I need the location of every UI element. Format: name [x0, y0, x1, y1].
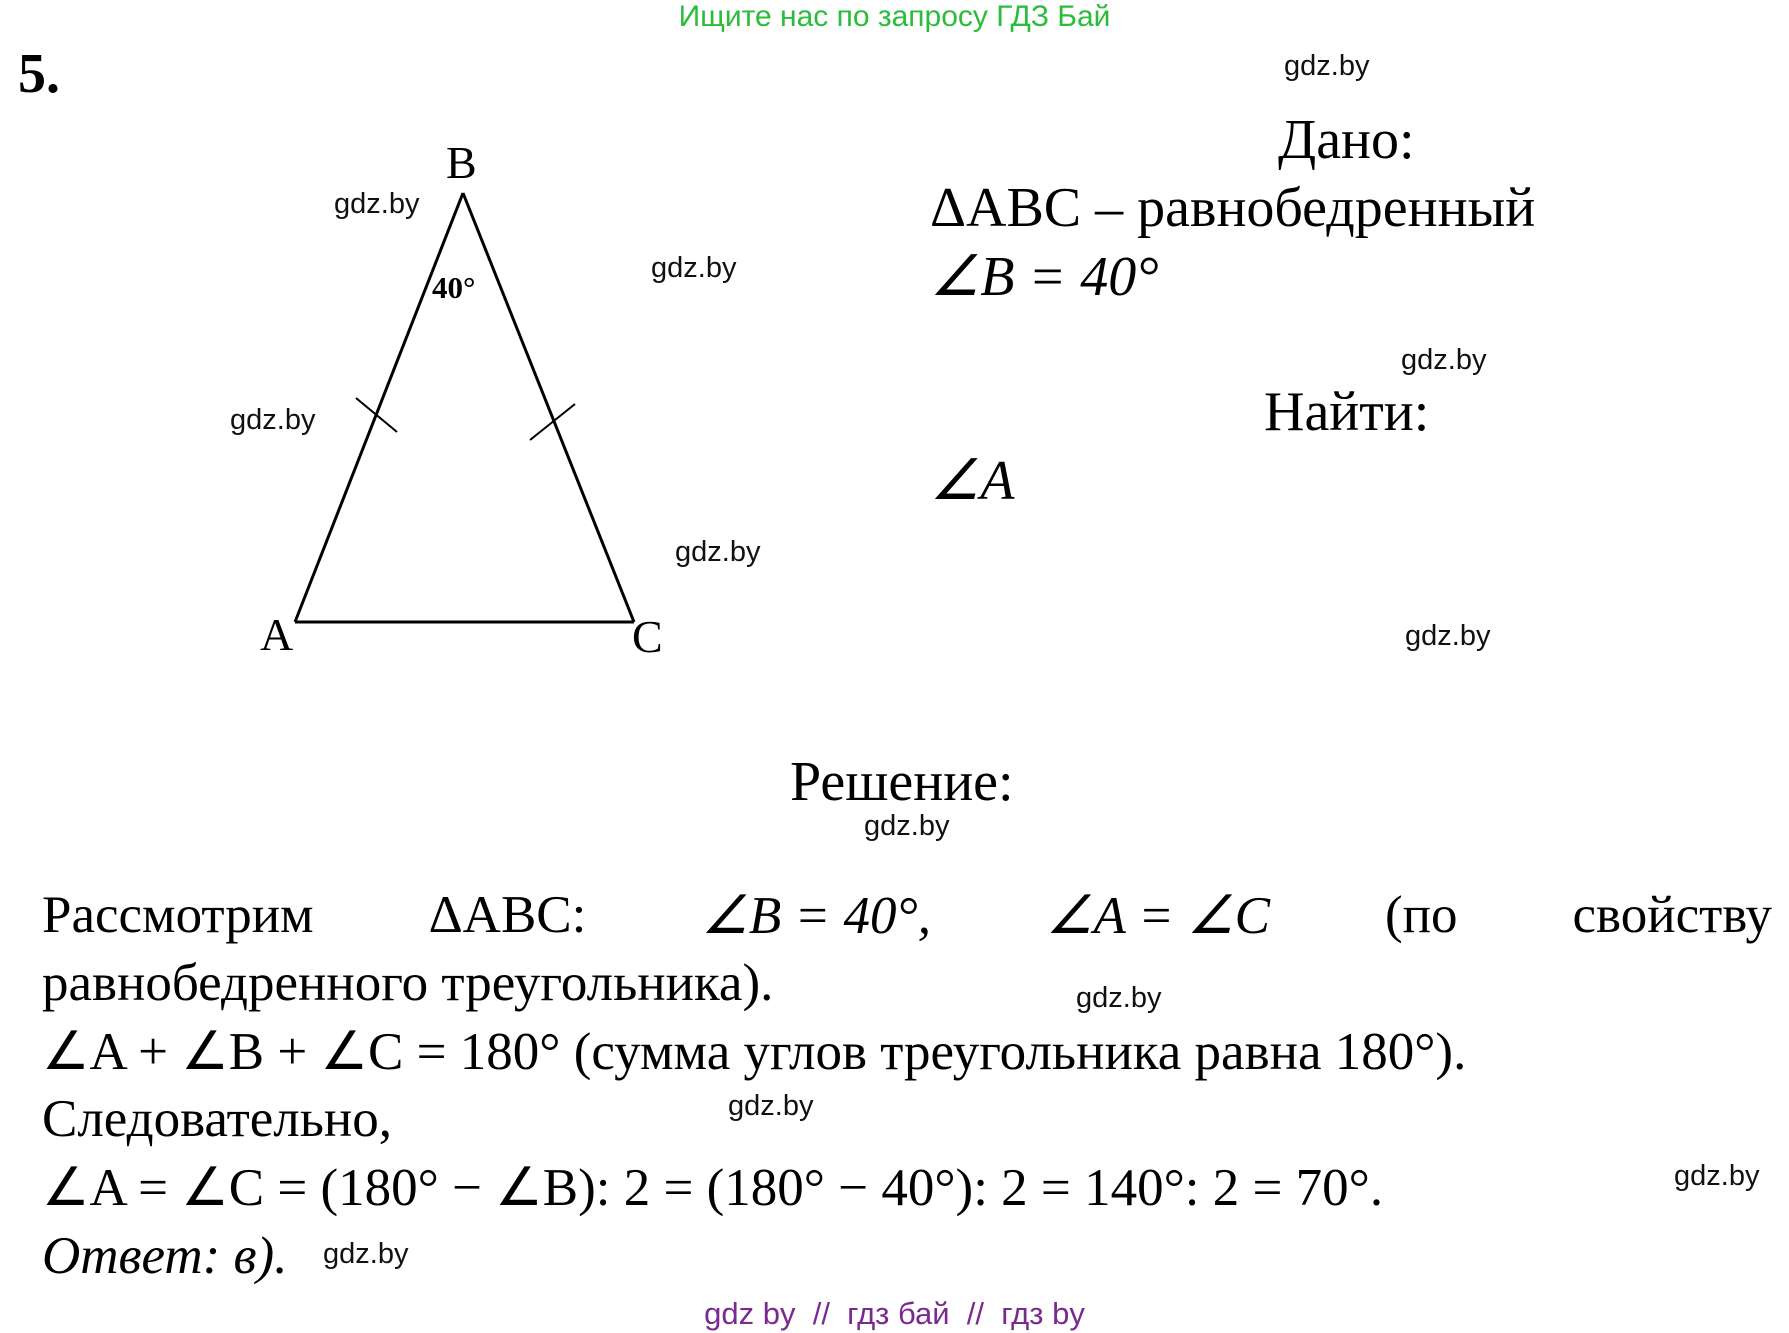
find-heading: Найти:: [1264, 381, 1430, 443]
watermark-text: gdz.by: [334, 188, 420, 220]
watermark-text: gdz.by: [1284, 50, 1370, 82]
solution-line-1: [42, 885, 1772, 946]
given-line-angle: ∠B = 40°: [930, 246, 1159, 308]
watermark-text: gdz.by: [1401, 344, 1487, 376]
top-banner: Ищите нас по запросу ГДЗ Бай: [678, 0, 1111, 33]
watermark-text: gdz.by: [675, 536, 761, 568]
footer-links: gdz by // гдз бай // гдз by: [704, 1296, 1085, 1331]
watermark-text: gdz.by: [323, 1238, 409, 1270]
solution-line-4: Следовательно,: [42, 1090, 392, 1148]
solution-word: (по: [1385, 886, 1458, 944]
solution-word: ∠B = 40°,: [701, 887, 931, 945]
given-heading: Дано:: [1278, 109, 1415, 171]
tick-mark-bc: [530, 404, 575, 440]
find-line-angle: ∠A: [930, 450, 1015, 512]
solution-line-5: ∠A = ∠C = (180° − ∠B): 2 = (180° − 40°): 2 = 140°: 2 = 70°.: [42, 1159, 1384, 1217]
watermark-text: gdz.by: [1405, 620, 1491, 652]
vertex-b-label: B: [446, 137, 477, 188]
solution-heading: Решение:: [790, 751, 1014, 813]
solution-word: свойству: [1572, 886, 1772, 944]
answer-line: Ответ: в).: [42, 1227, 288, 1285]
solution-word: ΔABC:: [428, 886, 587, 944]
side-bc: [463, 193, 634, 622]
watermark-text: gdz.by: [230, 404, 316, 436]
watermark-text: gdz.by: [728, 1090, 814, 1122]
task-number: 5.: [18, 43, 60, 105]
vertex-a-label: A: [260, 609, 294, 660]
watermark-text: gdz.by: [864, 810, 950, 842]
watermark-text: gdz.by: [651, 252, 737, 284]
given-line-triangle: ΔABC – равнобедренный: [930, 177, 1536, 239]
side-ab: [295, 193, 463, 622]
watermark-text: gdz.by: [1674, 1160, 1760, 1192]
angle-b-value: 40°: [432, 270, 476, 305]
solution-word: ∠A = ∠C: [1045, 887, 1271, 945]
solution-line-3: ∠A + ∠B + ∠C = 180° (сумма углов треугольника равна 180°).: [42, 1023, 1467, 1081]
solution-word: Рассмотрим: [42, 886, 314, 944]
watermark-text: gdz.by: [1076, 982, 1162, 1014]
tick-mark-ab: [356, 398, 397, 432]
solution-line-2: равнобедренного треугольника).: [42, 954, 774, 1012]
vertex-c-label: C: [632, 611, 663, 662]
